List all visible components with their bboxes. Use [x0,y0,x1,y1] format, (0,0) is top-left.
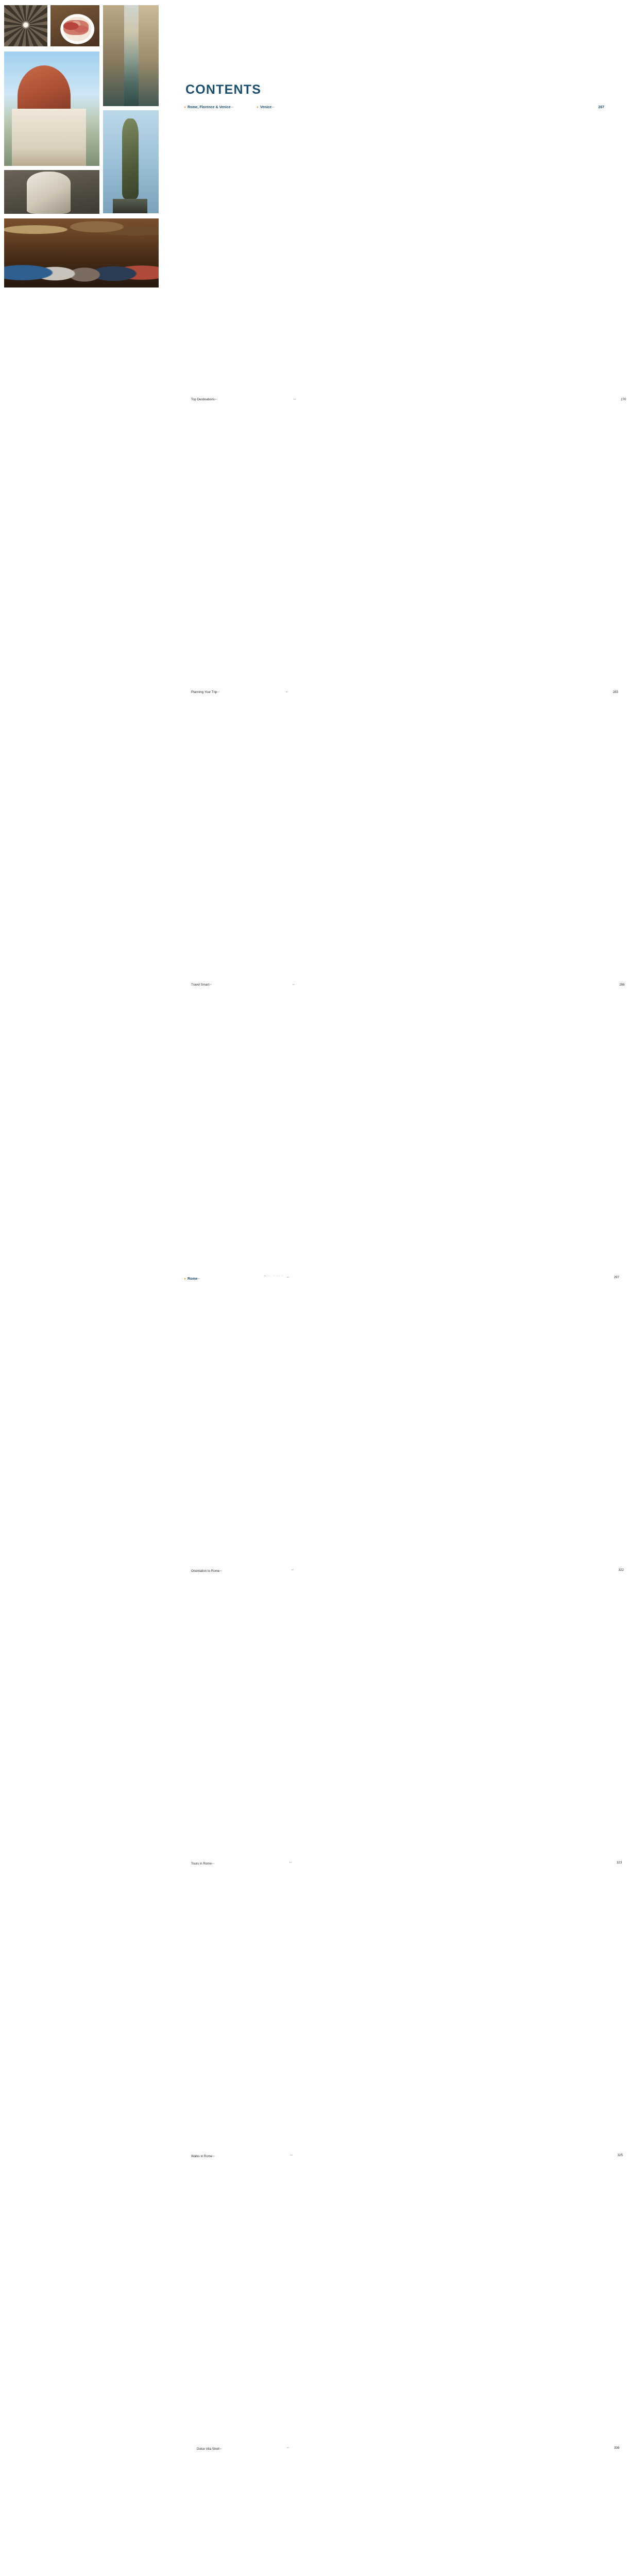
toc-column-left [184,104,250,2576]
florence-duomo-photo [4,52,99,166]
toc-entry-label: Venice [260,106,272,109]
toc-entry-planning-your-trip[interactable] [184,690,250,982]
toc-entry-dolce-vita-stroll[interactable] [184,2447,250,2576]
toc-entry-label: Travel Smart [191,983,210,987]
toc-leader-dots [231,107,233,108]
toc-entry-page: 322 [294,1568,624,1860]
toc-leader-dots [213,2156,215,2157]
toc-entry-label: Tours in Rome [191,1862,212,1866]
toc-entry-label: Orientation to Rome [191,1569,220,1573]
toc-entry-label: Planning Your Trip [191,690,217,694]
toc-entry-page: 336 [290,2446,619,2576]
toc-leader-dots [290,1862,292,1863]
pantheon-dome-photo [4,5,47,46]
toc-entry-travel-smart[interactable] [184,982,250,1275]
table-of-contents [184,82,626,2576]
toc-entry-label: Walks in Rome [191,2155,213,2158]
toc-entry-page: 270 [296,397,626,690]
toc-leader-dots [291,2155,293,2156]
marble-sculpture-photo [4,170,99,214]
toc-leader-dots [287,1277,289,1278]
toc-entry-label: Rome, Florence & Venice [188,106,231,109]
venice-canal-bridge-photo [103,5,159,106]
toc-leader-dots [272,107,274,108]
toc-leader-dots [294,399,296,400]
cured-meats-plate-photo [50,5,99,46]
toc-entry-label: Top Destinations [191,398,215,401]
toc-entry-page: 323 [292,1860,622,2153]
wine-toast-group-photo [4,218,159,287]
toc-entry-page: 267 [275,105,604,397]
toc-entry-orientation-to-rome[interactable] [184,1569,250,1861]
toc-entry-page: 283 [288,690,618,982]
toc-leader-dots [215,399,217,400]
triangle-right-icon [184,106,186,108]
triangle-right-icon [184,1278,186,1280]
david-statue-photo [103,110,159,213]
toc-entry-page: 325 [293,2153,623,2446]
photo-collage [0,0,163,293]
toc-entry-page: 286 [295,982,625,1275]
toc-entry-rome-florence-and-venice[interactable] [184,105,250,397]
contents-heading: CONTENTS [185,82,262,97]
toc-entry-tours-in-rome[interactable] [184,1861,250,2154]
toc-entry-top-destinations[interactable] [184,397,250,690]
toc-entry-venice[interactable] [257,105,605,397]
triangle-right-icon [257,106,259,108]
toc-entry-rome[interactable] [184,1276,250,1569]
toc-entry-label: Rome [188,1277,198,1281]
toc-entry-page: 297 [290,1275,619,1568]
toc-entry-walks-in-rome[interactable] [184,2154,250,2447]
toc-leader-dots [212,1863,214,1864]
toc-entry-label: Dolce Vita Stroll [197,2447,219,2451]
